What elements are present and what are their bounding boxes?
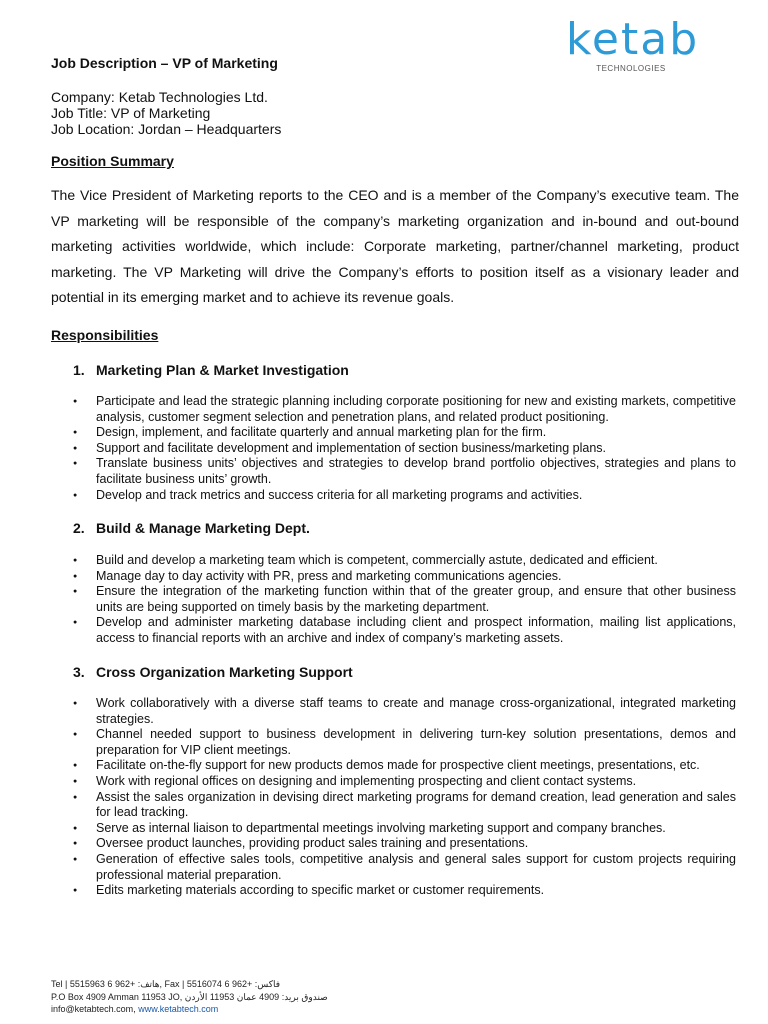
footer-contact (51, 978, 328, 1016)
list-item: ● Work collaboratively with a diverse staff teams to create and manage cross-organizational, integrated marketing strategies. (73, 696, 736, 727)
job-title-line: Job Title: VP of Marketing (51, 105, 211, 121)
section-number: 1. (73, 362, 85, 378)
footer-email[interactable]: info@ketabtech.com (51, 1004, 134, 1014)
section-2-heading (73, 520, 310, 536)
company-line: Company: Ketab Technologies Ltd. (51, 89, 268, 105)
list-item: ● Translate business units’ objectives and strategies to develop brand portfolio objectives, strategies and plans to facilitate business units’ growth. (73, 456, 736, 487)
list-item: ● Generation of effective sales tools, competitive analysis and general sales support for custom projects requiring professional material preparation. (73, 852, 736, 883)
list-item: ● Edits marketing materials according to specific market or customer requirements. (73, 883, 736, 899)
list-item: ● Oversee product launches, providing product sales training and presentations. (73, 836, 736, 852)
footer-separator: , (133, 1004, 139, 1014)
list-item: ● Channel needed support to business development in delivering turn-key solution presentations, demos and preparation for VIP client meetings. (73, 727, 736, 758)
document-title: Job Description – VP of Marketing (51, 55, 278, 71)
list-item: ● Assist the sales organization in devising direct marketing programs for demand creation, lead generation and sales for lead tracking. (73, 790, 736, 821)
footer-website-link[interactable]: www.ketabtech.com (138, 1004, 219, 1014)
list-item: ● Build and develop a marketing team which is competent, commercially astute, dedicated and efficient. (73, 553, 736, 569)
job-location-line: Job Location: Jordan – Headquarters (51, 121, 282, 137)
section-title: Build & Manage Marketing Dept. (96, 520, 310, 536)
list-item: ● Design, implement, and facilitate quarterly and annual marketing plan for the firm. (73, 425, 736, 441)
list-item: ● Manage day to day activity with PR, press and marketing communications agencies. (73, 569, 736, 585)
section-1-heading (73, 362, 349, 378)
list-item: ● Ensure the integration of the marketing function within that of the greater group, and ensure that other business units are being supported on timely basis by the marketing department. (73, 584, 736, 615)
footer-address: P.O Box 4909 Amman 11953 JO, صندوق بريد: 4909 عمان 11953 الأردن (51, 991, 328, 1002)
section-number: 3. (73, 664, 85, 680)
logo-wordmark: ketab (566, 14, 700, 65)
list-item: ● Facilitate on-the-fly support for new products demos made for prospective client meetings, presentations, etc. (73, 758, 736, 774)
section-title: Cross Organization Marketing Support (96, 664, 353, 680)
section-number: 2. (73, 520, 85, 536)
list-item: ● Work with regional offices on designing and implementing prospecting and client contact systems. (73, 774, 736, 790)
section-3-list (73, 696, 736, 899)
list-item: ● Serve as internal liaison to departmental meetings involving marketing support and company branches. (73, 821, 736, 837)
responsibilities-heading: Responsibilities (51, 327, 159, 343)
section-title: Marketing Plan & Market Investigation (96, 362, 349, 378)
position-summary-heading: Position Summary (51, 153, 174, 169)
section-1-list (73, 394, 736, 503)
logo-subtitle: TECHNOLOGIES (596, 64, 666, 73)
footer-phone-fax: Tel | هاتف: +962 6 5515963, Fax | فاكس: +962 6 5516074 (51, 979, 281, 989)
section-2-list (73, 553, 736, 647)
list-item: ● Develop and track metrics and success criteria for all marketing programs and activities. (73, 488, 736, 504)
position-summary-text: The Vice President of Marketing reports to the CEO and is a member of the Company’s executive team. The VP marketing will be responsible of the company’s marketing organization and in-bound and out-bound marketing activities worldwide, which include: Corporate marketing, partner/channel marketing, product marketing. The VP Marketing will drive the Company’s efforts to position itself as a visionary leader and potential in its emerging market and to achieve its revenue goals. (51, 187, 739, 305)
list-item: ● Participate and lead the strategic planning including corporate positioning for new and existing markets, competitive analysis, customer segment selection and penetration plans, and related product positioning. (73, 394, 736, 425)
job-info (51, 89, 281, 137)
list-item: ● Support and facilitate development and implementation of section business/marketing plans. (73, 441, 736, 457)
section-3-heading (73, 664, 353, 680)
list-item: ● Develop and administer marketing database including client and prospect information, mailing list applications, access to financial reports with an archive and index of company’s marketing assets. (73, 615, 736, 646)
company-logo (566, 14, 700, 73)
footer-links (51, 1003, 328, 1016)
